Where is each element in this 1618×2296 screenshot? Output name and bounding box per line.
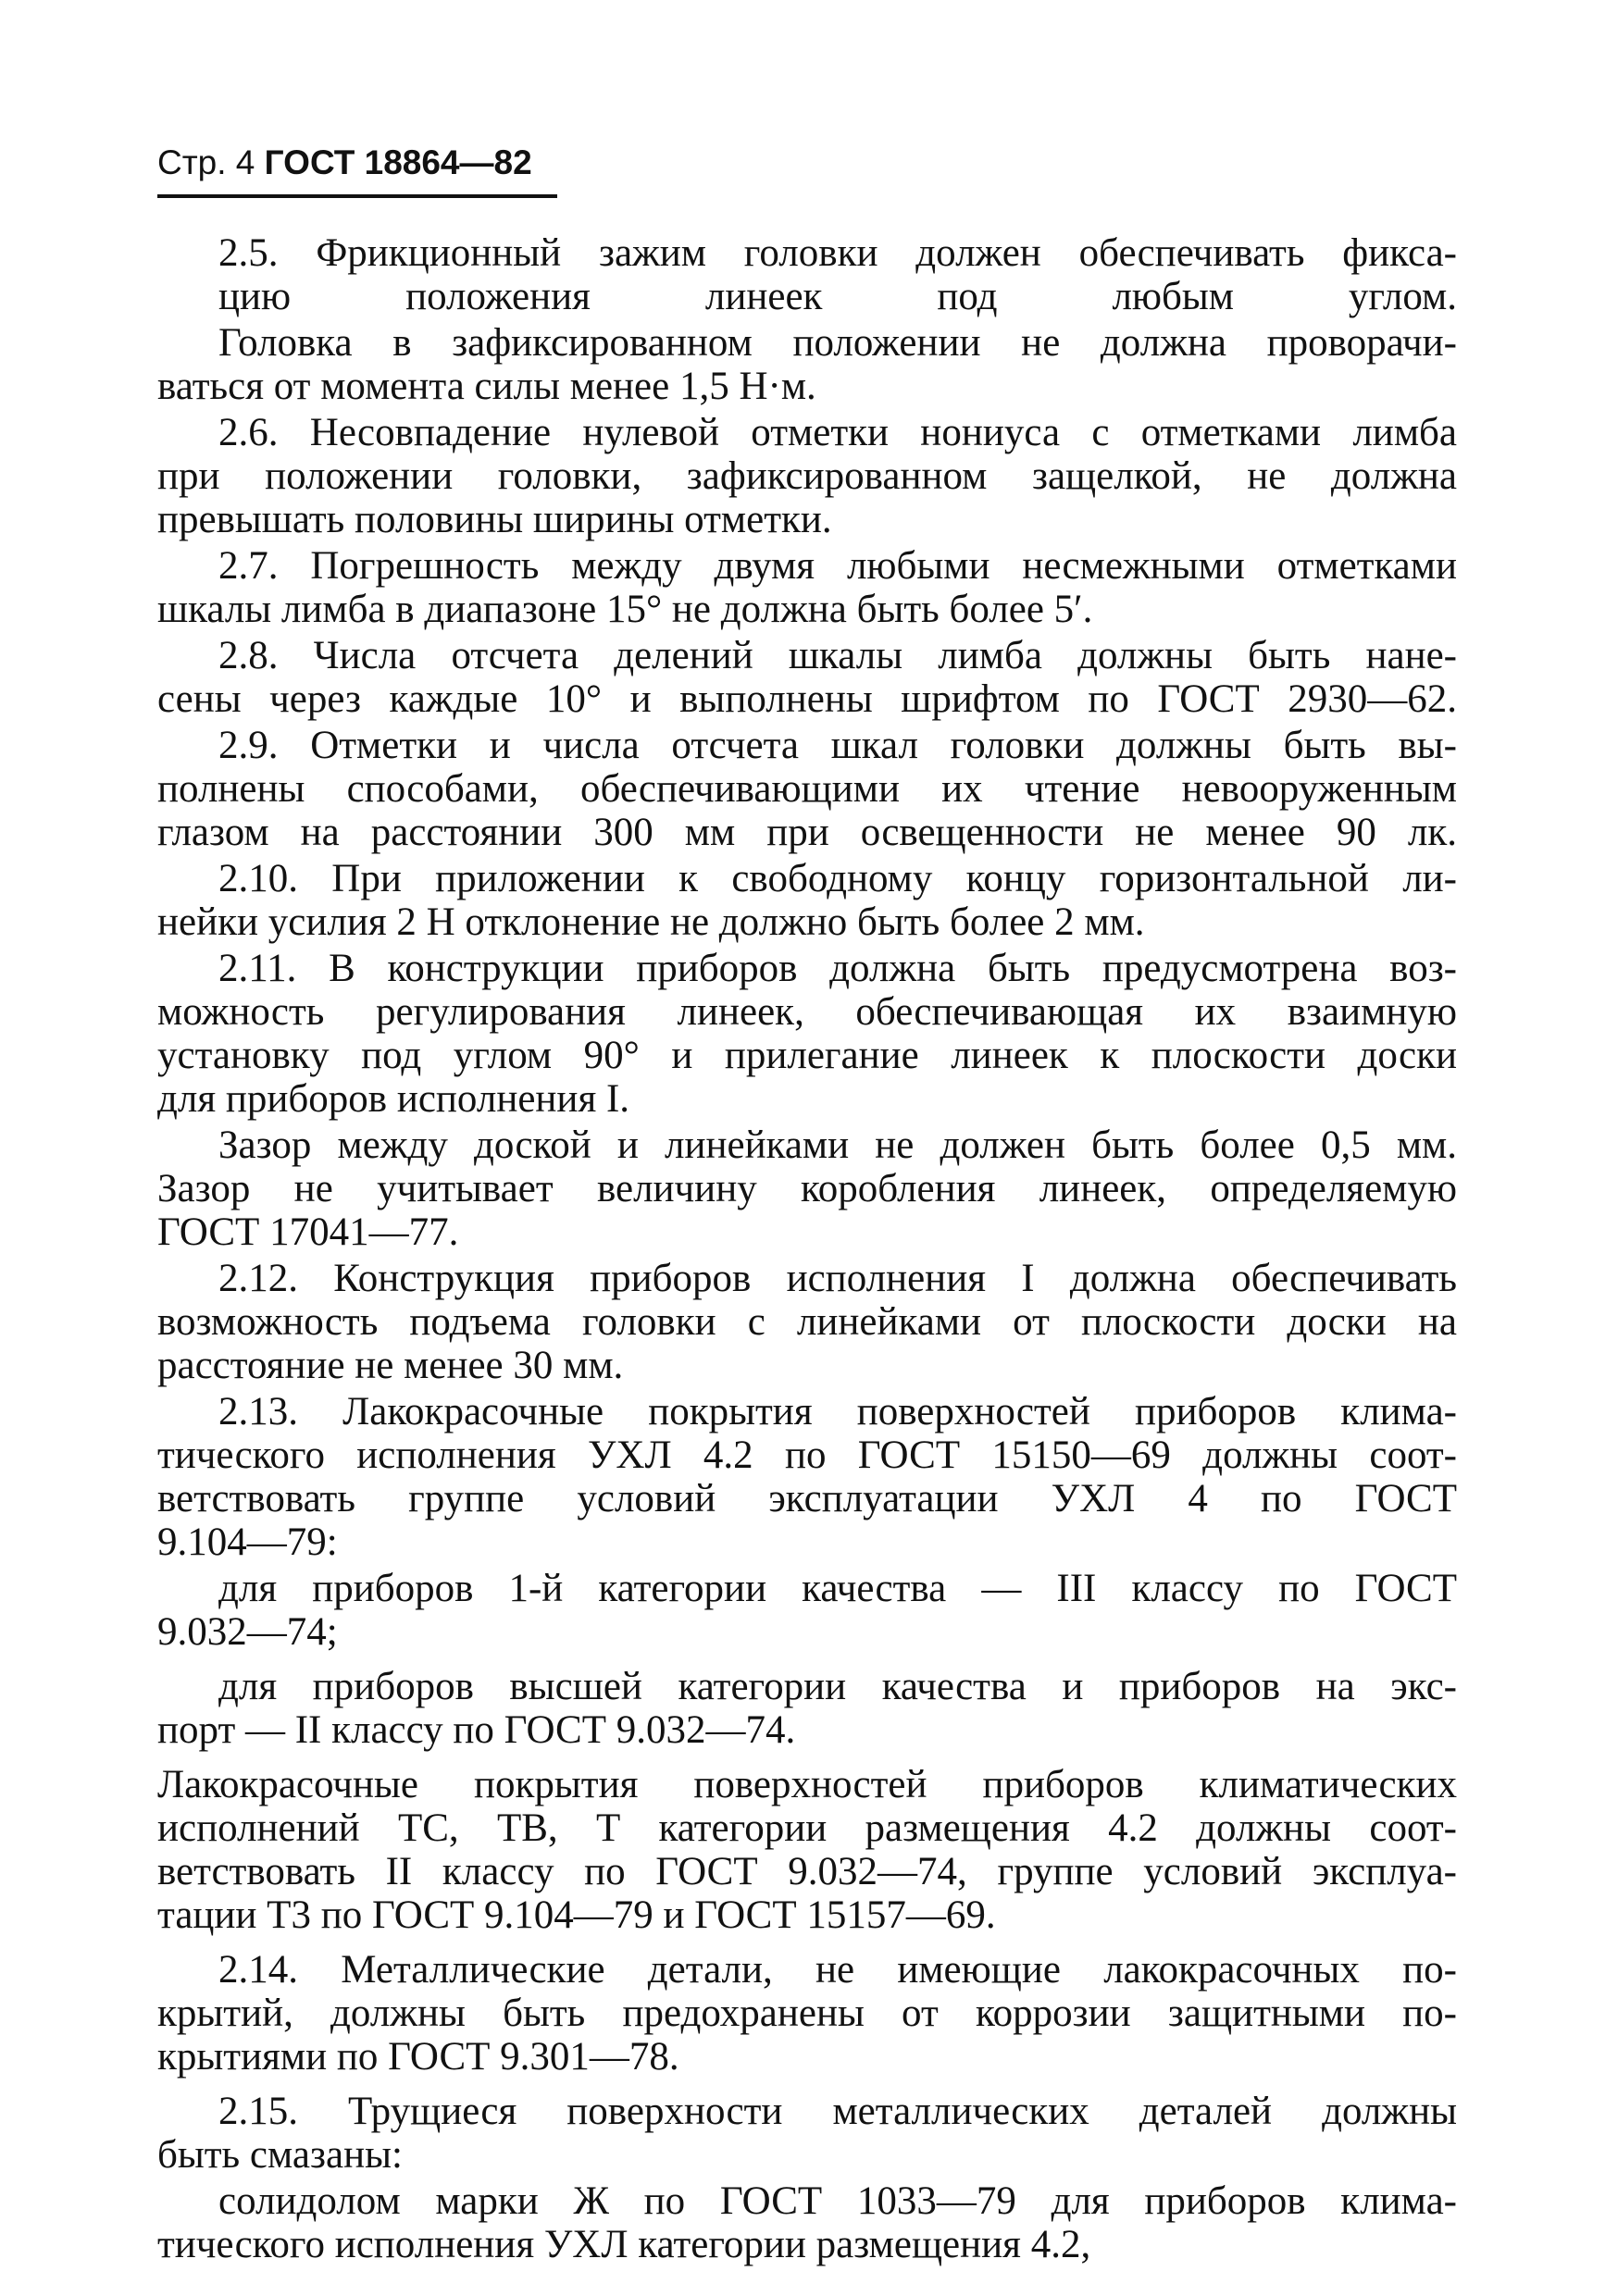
page-number: Стр. 4 (157, 143, 255, 181)
paragraph-2-7 (157, 544, 1457, 631)
text-line: превышать половины ширины отметки. (157, 498, 832, 541)
text-line: 2.12. Конструкция приборов исполнения I должна обеспечивать (218, 1257, 1457, 1300)
text-line: сены через каждые 10° и выполнены шрифтом по ГОСТ 2930—62. (157, 677, 1457, 721)
text-line: ГОСТ 17041—77. (157, 1210, 459, 1254)
text-line: Головка в зафиксированном положении не должна проворачи- (218, 321, 1457, 365)
text-line: 9.104—79: (157, 1520, 338, 1564)
text-line: 2.8. Числа отсчета делений шкалы лимба должны быть нане- (218, 634, 1457, 677)
paragraph-climatic-coatings (157, 1763, 1457, 1937)
paragraph-head-rotation (157, 321, 1457, 408)
text-line: глазом на расстоянии 300 мм при освещенности не менее 90 лк. (157, 811, 1457, 854)
text-line: можность регулирования линеек, обеспечивающая их взаимную (157, 990, 1457, 1034)
text-line: 2.14. Металлические детали, не имеющие лакокрасочных по- (218, 1948, 1457, 1992)
text-line: порт — II классу по ГОСТ 9.032—74. (157, 1708, 796, 1752)
paragraph-lubricant (157, 2179, 1457, 2266)
paragraph-2-9 (157, 724, 1457, 854)
text-line: для приборов исполнения I. (157, 1077, 630, 1121)
text-line: 2.7. Погрешность между двумя любыми несмежными отметками (218, 544, 1457, 588)
page-header (157, 139, 557, 198)
text-line: для приборов 1-й категории качества — III классу по ГОСТ (218, 1567, 1457, 1610)
paragraph-2-15 (157, 2090, 1457, 2177)
standard-number: ГОСТ 18864—82 (264, 143, 532, 181)
text-line: цию положения линеек под любым углом. (218, 275, 1457, 318)
paragraph-category-1 (157, 1567, 1457, 1654)
paragraph-2-14 (157, 1948, 1457, 2079)
text-line: тического исполнения УХЛ категории размещения 4.2, (157, 2223, 1091, 2266)
paragraph-2-6 (157, 411, 1457, 541)
text-line: солидолом марки Ж по ГОСТ 1033—79 для приборов клима- (218, 2179, 1457, 2223)
body-text (157, 231, 1457, 2266)
paragraph-2-5 (157, 231, 1457, 318)
paragraph-2-11 (157, 947, 1457, 1121)
paragraph-gap-tolerance (157, 1123, 1457, 1254)
text-line: 2.5. Фрикционный зажим головки должен обеспечивать фикса- (218, 231, 1457, 275)
text-line: 9.032—74; (157, 1610, 338, 1654)
text-line: возможность подъема головки с линейками от плоскости доски на (157, 1300, 1457, 1344)
text-line: 2.6. Несовпадение нулевой отметки нониуса с отметками лимба (218, 411, 1457, 454)
text-line: ветствовать II классу по ГОСТ 9.032—74, группе условий эксплуа- (157, 1850, 1457, 1893)
paragraph-2-12 (157, 1257, 1457, 1387)
text-line: 2.10. При приложении к свободному концу горизонтальной ли- (218, 857, 1457, 900)
paragraph-category-higher (157, 1665, 1457, 1752)
text-line: тации Т3 по ГОСТ 9.104—79 и ГОСТ 15157—69. (157, 1893, 996, 1937)
text-line: Лакокрасочные покрытия поверхностей приборов климатических (157, 1763, 1457, 1806)
text-line: 2.11. В конструкции приборов должна быть предусмотрена воз- (218, 947, 1457, 990)
text-line: нейки усилия 2 Н отклонение не должно быть более 2 мм. (157, 900, 1145, 944)
paragraph-2-8 (157, 634, 1457, 721)
text-line: Зазор не учитывает величину коробления линеек, определяемую (157, 1167, 1457, 1210)
text-line: ветствовать группе условий эксплуатации УХЛ 4 по ГОСТ (157, 1477, 1457, 1520)
text-line: крытиями по ГОСТ 9.301—78. (157, 2035, 679, 2079)
text-line: установку под углом 90° и прилегание линеек к плоскости доски (157, 1034, 1457, 1077)
text-line: 2.9. Отметки и числа отсчета шкал головки должны быть вы- (218, 724, 1457, 767)
text-line: 2.15. Трущиеся поверхности металлических деталей должны (218, 2090, 1457, 2133)
text-line: шкалы лимба в диапазоне 15° не должна быть более 5′. (157, 588, 1093, 631)
text-line: исполнений ТС, ТВ, Т категории размещения 4.2 должны соот- (157, 1806, 1457, 1850)
text-line: тического исполнения УХЛ 4.2 по ГОСТ 15150—69 должны соот- (157, 1433, 1457, 1477)
text-line: 2.13. Лакокрасочные покрытия поверхностей приборов клима- (218, 1390, 1457, 1433)
text-line: крытий, должны быть предохранены от коррозии защитными по- (157, 1992, 1457, 2035)
text-line: расстояние не менее 30 мм. (157, 1344, 624, 1387)
text-line: для приборов высшей категории качества и приборов на экс- (218, 1665, 1457, 1708)
paragraph-2-10 (157, 857, 1457, 944)
paragraph-2-13 (157, 1390, 1457, 1564)
text-line: полнены способами, обеспечивающими их чтение невооруженным (157, 767, 1457, 811)
text-line: ваться от момента силы менее 1,5 Н·м. (157, 365, 816, 408)
text-line: быть смазаны: (157, 2133, 403, 2177)
text-line: при положении головки, зафиксированном защелкой, не должна (157, 454, 1457, 498)
text-line: Зазор между доской и линейками не должен быть более 0,5 мм. (218, 1123, 1457, 1167)
